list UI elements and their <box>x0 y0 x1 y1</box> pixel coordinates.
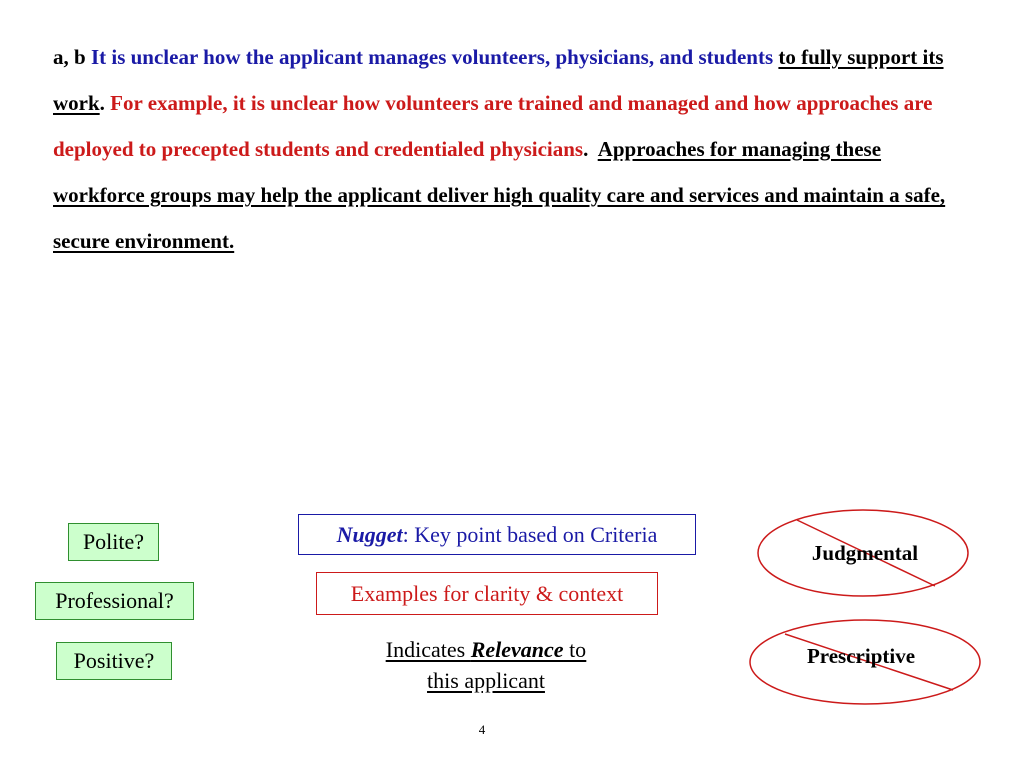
nugget-description: : Key point based on Criteria <box>402 521 658 547</box>
positive-check-box: Positive? <box>56 642 172 680</box>
professional-check-box: Professional? <box>35 582 194 620</box>
relevance-line-1: Indicates Relevance to <box>385 637 587 662</box>
period: . <box>99 91 105 115</box>
relevance-term: Relevance <box>470 637 564 662</box>
nugget-term: Nugget <box>336 521 403 547</box>
relevance-text: Approaches for managing these workforce groups may help the applicant deliver high quality care and services and maintain a safe, secure environment. <box>53 137 946 253</box>
criteria-reference: a, b <box>53 45 86 69</box>
page-number: 4 <box>478 722 486 737</box>
example-text: For example, it is unclear how volunteers are trained and managed and how approaches are deployed to precepted students and credentialed physicians <box>53 91 933 161</box>
example-period: . <box>583 137 589 161</box>
polite-check-box: Polite? <box>68 523 159 561</box>
judgmental-label: Judgmental <box>811 541 919 565</box>
examples-legend-box: Examples for clarity & context <box>316 572 658 615</box>
relevance-line-2: this applicant <box>427 668 545 693</box>
nugget-text: It is unclear how the applicant manages volunteers, physicians, and students <box>90 45 774 69</box>
prescriptive-label: Prescriptive <box>806 644 916 668</box>
nugget-relevance-tail: to fully support its work <box>53 45 944 115</box>
